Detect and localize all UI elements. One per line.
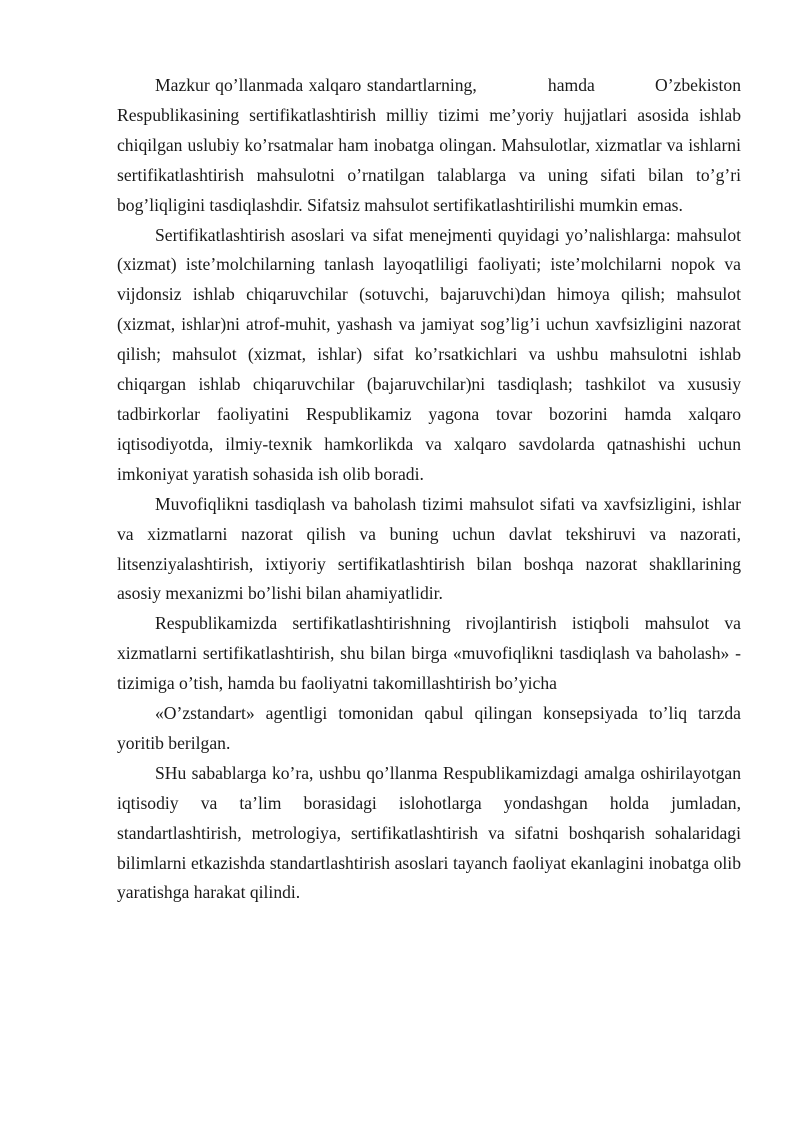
paragraph-1: Mazkur qo’llanmada xalqaro standartlarning, hamda O’zbekiston Respublikasining sertifikatlashtirish milliy tizimi me’yoriy hujjatlari asosida ishlab chiqilgan uslubiy ko’rsatmalar ham inobatga olingan. Mahsulotlar, xizmatlar va ishlarni sertifikatlashtirish mahsulotni o’rnatilgan talablarga va uning sifati bilan to’g’ri bog’liqligini tasdiqlashdir. Sifatsiz mahsulot sertifikatlashtirilishi mumkin emas. (117, 75, 741, 215)
body-text (117, 71, 741, 908)
paragraph-4: Respublikamizda sertifikatlashtirishning rivojlantirish istiqboli mahsulot va xizmatlarni sertifikatlashtirish, shu bilan birga «muvofiqlikni tasdiqlash va baholash» - tizimiga o’tish, hamda bu faoliyatni takomillashtirish bo’yicha (117, 613, 741, 694)
paragraph-2: Sertifikatlashtirish asoslari va sifat menejmenti quyidagi yo’nalishlarga: mahsulot (xizmat) iste’molchilarning tanlash layoqatliligi faoliyati; iste’molchilarni nopok va vijdonsiz ishlab chiqaruvchilar (sotuvchi, bajaruvchi)dan himoya qilish; mahsulot (xizmat, ishlar)ni atrof-muhit, yashash va jamiyat sog’lig’i uchun xavfsizligini nazorat qilish; mahsulot (xizmat, ishlar) sifat ko’rsatkichlari va ushbu mahsulotni ishlab chiqargan ishlab chiqaruvchilar (bajaruvchilar)ni tasdiqlash; tashkilot va xususiy tadbirkorlar faoliyatini Respublikamiz yagona tovar bozorini hamda xalqaro iqtisodiyotda, ilmiy-texnik hamkorlikda va xalqaro savdolarda qatnashishi uchun imkoniyat yaratish sohasida ish olib boradi. (117, 224, 741, 484)
paragraph-3: Muvofiqlikni tasdiqlash va baholash tizimi mahsulot sifati va xavfsizligini, ishlar va xizmatlarni nazorat qilish va buning uchun davlat tekshiruvi va nazorati, litsenziyalashtirish, ixtiyoriy sertifikatlashtirish bilan boshqa nazorat shakllarining asosiy mexanizmi bo’lishi bilan ahamiyatlidir. (117, 493, 741, 604)
paragraph-6: SHu sabablarga ko’ra, ushbu qo’llanma Respublikamizdagi amalga oshirilayotgan iqtisodiy va ta’lim borasidagi islohotlarga yondashgan holda jumladan, standartlashtirish, metrologiya, sertifikatlashtirish va sifatni boshqarish sohalaridagi bilimlarni etkazishda standartlashtirish asoslari tayanch faoliyat ekanlagini inobatga olib yaratishga harakat qilindi. (117, 762, 741, 903)
paragraph-5: «O’zstandart» agentligi tomonidan qabul qilingan konsepsiyada to’liq tarzda yoritib berilgan. (117, 703, 741, 753)
